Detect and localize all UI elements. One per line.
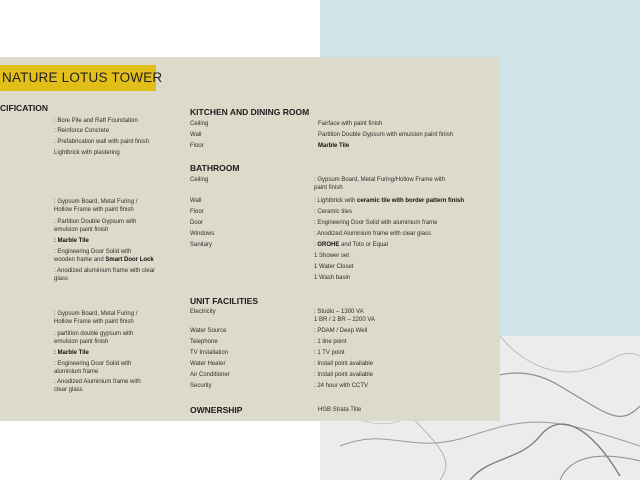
kitchen-wall-value: Partition Double Gypsum with emulsion paint finish [318, 132, 454, 138]
bathroom-ceiling-value: : Gypsum Board, Metal Furing/Hollow Frame with paint finish [314, 177, 446, 191]
wall-value: : Prefabrication wall with paint finish [54, 139, 150, 145]
bathroom-floor-label: Floor [190, 209, 204, 215]
bathroom-ceiling-label: Ceiling [190, 177, 209, 183]
specification-heading: CIFICATION [0, 103, 49, 113]
living-door-value: : Engineering Door Solid with wooden frame and Smart Door Lock [54, 249, 154, 263]
kitchen-wall-label: Wall [190, 132, 202, 138]
specification-card [0, 57, 500, 421]
sanitary-item-shower: 1 Shower set [314, 253, 350, 259]
air-conditioner-value: : Install point available [314, 372, 374, 378]
living-window-value: : Anodized aluminium frame with clear glass [54, 268, 156, 282]
bathroom-door-label: Door [190, 220, 204, 226]
bedroom-floor-value: : Marble Tile [54, 350, 89, 356]
kitchen-ceiling-label: Ceiling [190, 121, 209, 127]
structure-value: : Reinforce Concrete [54, 128, 110, 134]
living-wall-value: : Partition Double Gypsum with emulsion paint finish [54, 219, 137, 233]
water-heater-value: : Install point available [314, 361, 374, 367]
water-source-value: : PDAM / Deep Well [314, 328, 368, 334]
bathroom-floor-value: : Ceramic tiles [314, 209, 353, 215]
sanitary-item-closet: 1 Water Closet [314, 264, 354, 270]
foundation-value: : Bore Pile and Raft Foundation [54, 118, 138, 124]
kitchen-floor-value: Marble Tile [318, 143, 350, 149]
tv-installation-value: : 1 TV point [314, 350, 345, 356]
page-title: NATURE LOTUS TOWER [2, 70, 163, 85]
bedroom-wall-value: : partition double gypsum with emulsion paint finish [54, 331, 134, 345]
wall-value-line2: Lightbrick with plastering [54, 150, 120, 156]
bathroom-heading: BATHROOM [190, 163, 240, 173]
living-ceiling-value: : Gypsum Board, Metal Furing / Hollow Frame with paint finish [54, 199, 138, 213]
unit-facilities-heading: UNIT FACILITIES [190, 296, 258, 306]
bathroom-windows-value: : Anodized Aluminium frame with clear glass [314, 231, 432, 237]
air-conditioner-label: Air Conditioner [190, 372, 230, 378]
sanitary-item-basin: 1 Wash basin [314, 275, 351, 281]
electricity-value: : Studio – 1300 VA 1 BR / 2 BR – 2200 VA [314, 309, 375, 323]
security-label: Security [190, 383, 212, 389]
bedroom-door-value: : Engineering Door Solid with aluminium frame [54, 361, 132, 375]
ownership-heading: OWNERSHIP [190, 405, 243, 415]
security-value: : 24 hour with CCTV [314, 383, 369, 389]
bathroom-sanitary-label: Sanitary [190, 242, 213, 248]
living-floor-value: : Marble Tile [54, 238, 89, 244]
bathroom-wall-value: : Lightbrick with ceramic tile with border pattern finish [314, 198, 465, 204]
tv-installation-label: TV Installation [190, 350, 229, 356]
kitchen-floor-label: Floor [190, 143, 204, 149]
water-heater-label: Water Heater [190, 361, 226, 367]
ownership-value: HGB Strata Title [318, 407, 362, 413]
kitchen-ceiling-value: Fairface with paint finish [318, 121, 383, 127]
bedroom-window-value: : Anodized Aluminium frame with clear glass [54, 379, 141, 393]
kitchen-heading: KITCHEN AND DINING ROOM [190, 107, 310, 117]
bathroom-sanitary-value: : GROHE and Toto or Equal [314, 242, 388, 248]
water-source-label: Water Source [190, 328, 227, 334]
bathroom-door-value: : Engineering Door Solid with aluminium frame [314, 220, 438, 226]
electricity-label: Electricity [190, 309, 216, 315]
bedroom-ceiling-value: : Gypsum Board, Metal Furing / Hollow Frame with paint finish [54, 311, 138, 325]
bathroom-windows-label: Windows [190, 231, 215, 237]
bathroom-wall-label: Wall [190, 198, 202, 204]
telephone-label: Telephone [190, 339, 218, 345]
telephone-value: : 1 line point [314, 339, 347, 345]
